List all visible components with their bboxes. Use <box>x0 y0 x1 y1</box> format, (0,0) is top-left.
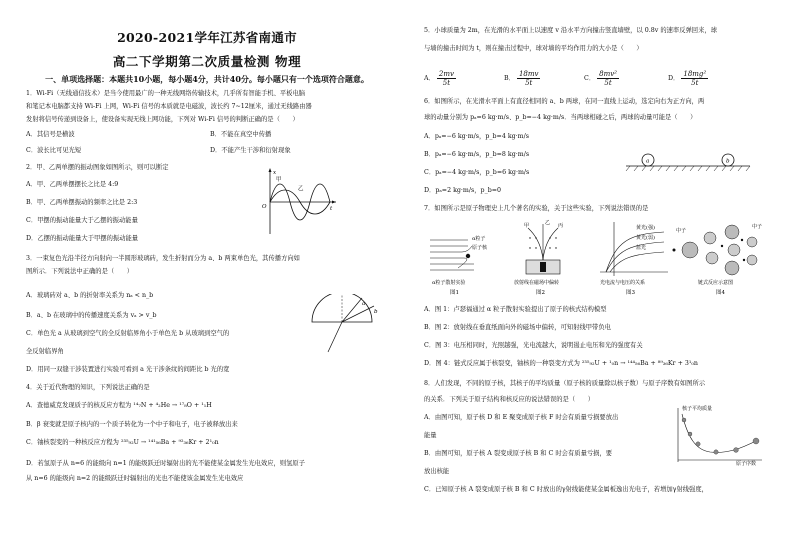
q2-label-x: x <box>273 170 277 176</box>
q5-d-numerator: 18mg² <box>683 70 707 78</box>
q3-stem-line2: 图所示．下列说法中正确的是（ ） <box>26 268 134 275</box>
q7-fig4-chain-reaction <box>673 223 763 296</box>
q2-label-jia: 甲 <box>276 177 282 183</box>
q5-d-denominator: 5t <box>691 79 699 87</box>
q7-fig3-label-strong-yellow: 黄光(强) <box>636 225 655 231</box>
q7-stem: 7．如图所示是原子物理史上几个著名的实验，关于这些实验，下列说法错误的是 <box>424 205 649 212</box>
q5-option-c <box>584 70 619 87</box>
q2-label-yi: 乙 <box>298 186 304 192</box>
q6-option-b: B．pₐ=−6 kg·m/s，p_b=8 kg·m/s <box>424 151 530 158</box>
q7-fig1-label-alpha: α粒子 <box>472 236 486 242</box>
q7-fig3-label-weak-yellow: 黄光(弱) <box>636 235 655 241</box>
q5-b-denominator: 5t <box>525 79 533 87</box>
q8-option-b-line1: B．由图可知，原子核 A 裂变成原子核 B 和 C 时会有质量亏损，要 <box>424 450 613 457</box>
q5-option-a-fraction <box>437 70 456 87</box>
q8-label-ylabel: 核子平均质量 <box>682 406 713 412</box>
q5-c-numerator: 8mv² <box>599 70 617 78</box>
q5-c-denominator: 5t <box>604 79 612 87</box>
q2-option-d: D．乙摆的振动能量大于甲摆的振动能量 <box>26 235 139 242</box>
q7-fig3-caption: 光电流与电压的关系 <box>600 280 646 286</box>
q5-option-d <box>668 70 708 87</box>
q6-option-d: D．pₐ=2 kg·m/s，p_b=0 <box>424 187 502 194</box>
q8-option-a-line2: 能量 <box>424 432 437 439</box>
q4-option-a: A．查德威克发现质子的核反应方程为 ¹⁴₇N + ⁴₂He → ¹⁷₈O + ¹₁H <box>26 402 212 409</box>
q7-fig2-number: 图2 <box>536 290 545 296</box>
q8-label-xlabel: 原子序数 <box>736 461 757 466</box>
q7-fig1-number: 图1 <box>450 290 459 296</box>
q7-fig4-number: 图4 <box>716 290 725 296</box>
q8-nuclei-points <box>682 418 759 454</box>
q7-fig1-caption: α粒子散射实验 <box>432 280 466 286</box>
q3-option-d: D．用同一双缝干涉装置进行实验可看到 a 光干涉条纹的间距比 b 光的宽 <box>26 366 230 373</box>
q6-label-b: b <box>726 158 730 165</box>
q8-option-a-line1: A．由图可知，原子核 D 和 E 聚变成原子核 F 时会有质量亏损要放出 <box>424 414 619 421</box>
q2-label-origin: O <box>262 204 267 210</box>
q8-option-c: C．已知原子核 A 裂变成原子核 B 和 C 时放出的γ射线能使某金属板逸出光电子，若增加γ射线强度， <box>424 486 708 493</box>
q5-option-a <box>424 70 456 87</box>
q7-fig2-caption: 放射线在磁场中偏转 <box>514 280 560 286</box>
q4-option-c: C．铀核裂变的一种核反应方程为 ²³⁵₉₂U → ¹⁴¹₅₆Ba + ⁹²₃₆Kr + 2¹₀n <box>26 439 219 446</box>
q7-fig2-label-bing: 丙 <box>558 223 564 229</box>
q7-fig2-radiation-field <box>514 219 563 296</box>
q7-fig3-number: 图3 <box>626 290 635 296</box>
q7-fig4-label-neutron2: 中子 <box>752 224 763 230</box>
q6-ground-hatch <box>626 166 750 171</box>
q1-option-c: C．波长比可见光短 <box>26 147 82 154</box>
q5-option-c-letter: C． <box>584 75 596 82</box>
q4-stem: 4．关于近代物理的知识，下列说法正确的是 <box>26 384 150 391</box>
q2-option-b: B．甲、乙两单摆振动的频率之比是 2:3 <box>26 199 138 206</box>
q2-label-t: t <box>330 206 333 212</box>
q2-option-c: C．甲摆的振动能量大于乙摆的振动能量 <box>26 217 138 224</box>
q3-option-b: B．a、b 在玻璃中的传播速度关系为 vₐ > v_b <box>26 312 157 319</box>
q2-t-axis-arrow <box>332 201 336 204</box>
q5-stem-line2: 与墙的撞击时间为 t，则在撞击过程中，球对墙的平均作用力的大小是（ ） <box>424 45 643 52</box>
q3-label-a: a <box>362 301 366 307</box>
q6-balls-figure <box>624 148 754 174</box>
q2-pendulum-graph <box>240 164 340 236</box>
q5-option-b <box>504 70 540 87</box>
q7-fig2-label-jia: 甲 <box>524 223 530 229</box>
q3-option-c-line1: C．单色光 a 从玻璃到空气的全反射临界角小于单色光 b 从玻璃到空气的 <box>26 330 230 337</box>
q7-figures <box>428 218 774 300</box>
q7-fig1-alpha-scattering <box>430 235 488 296</box>
q5-a-numerator: 2mv <box>438 70 454 78</box>
q5-a-denominator: 5t <box>442 79 451 87</box>
q1-stem-line2: 和笔记本电脑都支持 Wi-Fi 上网，Wi-Fi 信号的本质就是电磁波，波长约 7~12厘米，通过无线路由器 <box>26 103 312 110</box>
q5-option-b-fraction <box>517 70 541 87</box>
q7-fig3-photocurrent <box>600 222 668 296</box>
q2-option-a: A．甲、乙两单摆摆长之比是 4:9 <box>26 181 119 188</box>
q7-option-d: D．图 4：链式反应属于核裂变，铀核的一种裂变方式为 ²³⁵₉₂U + ¹₀n → ¹⁴⁴₅₆Ba + ⁸⁹₃₆Kr + 3¹₀n <box>424 360 698 367</box>
q5-b-numerator: 18mv <box>518 70 539 78</box>
q3-incident-ray <box>328 322 342 352</box>
q5-option-a-letter: A． <box>424 75 435 82</box>
q7-option-b: B．图 2：放射线在垂直纸面向外的磁场中偏转，可知射线甲带负电 <box>424 324 611 331</box>
q5-option-b-letter: B． <box>504 75 515 82</box>
q4-option-b: B．β 衰变就是原子核内的一个质子转化为一个中子和电子，电子被释放出来 <box>26 421 238 428</box>
q5-option-d-letter: D． <box>668 75 680 82</box>
q3-stem-line1: 3．一束复色光沿半径方向射向一半圆形玻璃砖，发生折射而分为 a、b 两束单色光，其传播方向如 <box>26 255 300 262</box>
q3-option-a: A．玻璃砖对 a、b 的折射率关系为 nₐ < n_b <box>26 292 154 299</box>
q6-option-c: C．pₐ=−4 kg·m/s，p_b=6 kg·m/s <box>424 169 530 176</box>
q5-stem-line1: 5．小球质量为 2m，在光滑的水平面上以速度 v 沿水平方向撞击竖直墙壁，以 0.8v 的速率反弹回来，球 <box>424 27 717 34</box>
q7-fig4-label-neutron1: 中子 <box>676 228 687 234</box>
q6-stem-line1: 6．如图所示，在光滑水平面上有直径相同的 a、b 两球，在同一直线上运动，选定向右为正方向，两 <box>424 98 705 105</box>
q1-stem-line3: 发射将信号传递到设备上，使设备实现无线上网功能，下列对 Wi-Fi 信号的判断正确的是（ ） <box>26 116 299 123</box>
q8-option-b-line2: 放出核能 <box>424 468 450 475</box>
q5-option-d-fraction <box>681 70 708 87</box>
q7-fig4-caption: 链式反应示意图 <box>698 280 734 286</box>
q7-fig3-label-blue: 蓝光 <box>636 245 647 251</box>
q6-option-a: A．pₐ=−6 kg·m/s，p_b=4 kg·m/s <box>424 133 529 140</box>
q3-glass-figure <box>302 294 382 354</box>
q6-label-a: a <box>646 158 650 165</box>
q5-option-c-fraction <box>597 70 619 87</box>
section-instructions: 一、单项选择题：本题共10小题，每小题4分，共计40分。每小题只有一个选项符合题意。 <box>45 74 369 84</box>
q1-option-b: B．不能在真空中传播 <box>210 131 272 138</box>
q1-option-a: A．其信号是横波 <box>26 131 75 138</box>
q8-binding-graph <box>670 404 766 466</box>
q6-stem-line2: 球的动量分别为 pₐ=6 kg·m/s、p_b=−4 kg·m/s．当两球相碰之后，两球的动量可能是（ ） <box>424 114 697 121</box>
q2-x-axis-arrow <box>269 168 272 172</box>
q7-option-c: C．图 3：电压相同时，光照越强，光电流越大，说明遏止电压和光的强度有关 <box>424 342 643 349</box>
q8-stem-line2: 的关系．下列关于原子结构和核反应的说法错误的是（ ） <box>424 396 595 403</box>
exam-title-line1: 2020-2021学年江苏省南通市 <box>117 30 297 45</box>
q2-stem: 2．甲、乙两单摆的振动图象如图所示，则可以断定 <box>26 164 169 171</box>
q4-option-d-line1: D．若氢原子从 n=6 的能级向 n=1 的能级跃迁时辐射出的光不能使某金属发生光电效应，则氢原子 <box>26 460 306 467</box>
q8-stem-line1: 8．人们发现，不同的原子核，其核子的平均质量（原子核的质量除以核子数）与原子序数有如图所示 <box>424 380 706 387</box>
q1-stem-line1: 1．Wi-Fi（无线通信技术）是当今使用最广的一种无线网络传输技术，几乎所有智能手机、平板电脑 <box>26 90 306 97</box>
q3-option-c-line2: 全反射临界角 <box>26 348 64 355</box>
exam-title-line2: 高二下学期第二次质量检测 物理 <box>112 54 302 69</box>
q8-curve <box>682 414 758 452</box>
q3-label-b: b <box>374 309 378 315</box>
q1-option-d: D．不能产生干涉和衍射现象 <box>210 147 291 154</box>
q7-fig2-label-yi: 乙 <box>545 220 551 226</box>
q7-option-a: A．图 1：卢瑟福通过 α 粒子散射实验提出了原子的核式结构模型 <box>424 306 607 313</box>
q4-option-d-line2: 从 n=6 的能级向 n=2 的能级跃迁时辐射出的光也不能使该金属发生光电效应 <box>26 475 244 482</box>
q7-fig1-label-nucleus: 原子核 <box>472 245 488 251</box>
